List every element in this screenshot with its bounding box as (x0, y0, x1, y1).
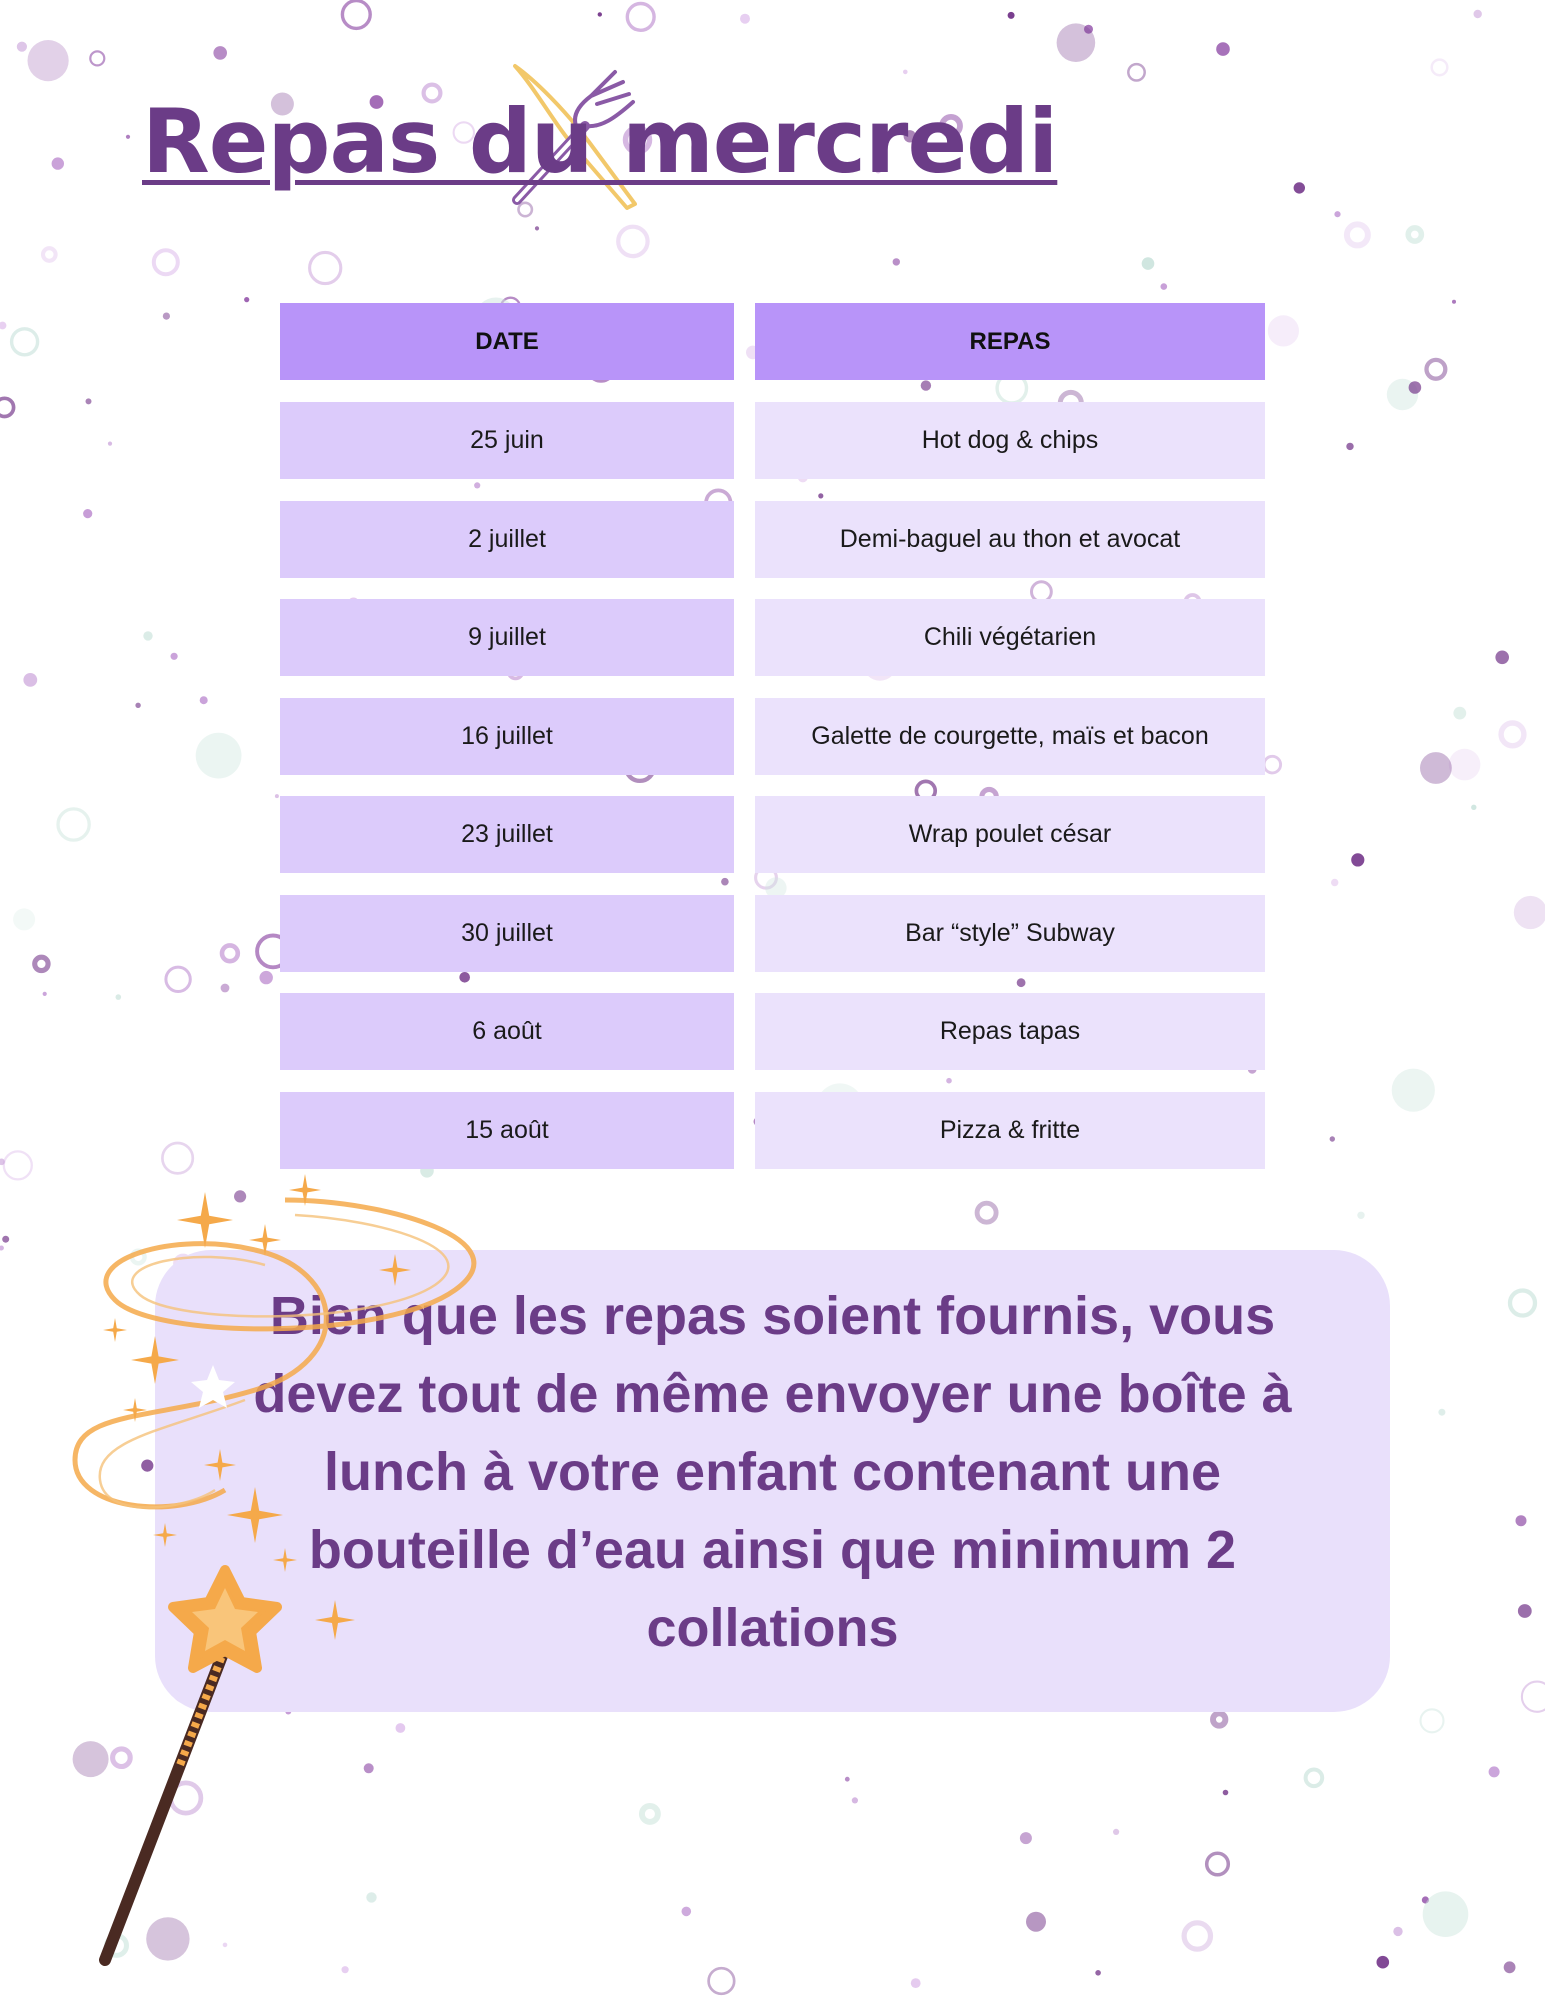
bokeh-dot (1161, 283, 1168, 290)
sparkle-icon (204, 1449, 236, 1481)
page-title: Repas du mercredi (142, 90, 1058, 193)
note-line: Bien que les repas soient fournis, vous (269, 1286, 1276, 1346)
bokeh-dot (1427, 360, 1446, 379)
bokeh-dot (1128, 64, 1144, 80)
bokeh-dot (342, 1, 370, 29)
bokeh-dot (852, 1797, 858, 1803)
date-cell: 2 juillet (280, 501, 734, 578)
bokeh-dot (845, 1777, 850, 1782)
bokeh-dot (1377, 1956, 1390, 1969)
bokeh-dot (1216, 42, 1230, 56)
bokeh-dot (1213, 1713, 1225, 1725)
bokeh-dot (52, 157, 64, 169)
bokeh-dot (86, 398, 92, 404)
bokeh-dot (535, 226, 539, 230)
sparkle-icon (131, 1336, 179, 1384)
bokeh-dot (721, 878, 729, 886)
bokeh-dot (1474, 10, 1482, 18)
bokeh-dot (2, 1236, 9, 1243)
bokeh-dot (135, 703, 140, 708)
bokeh-dot (1268, 315, 1299, 346)
bokeh-dot (1113, 1829, 1119, 1835)
bokeh-dot (1017, 978, 1026, 987)
meal-cell: Demi-baguel au thon et avocat (755, 501, 1265, 578)
bokeh-dot (1423, 1891, 1469, 1937)
bokeh-dot (166, 967, 190, 991)
bokeh-dot (1057, 23, 1096, 62)
bokeh-dot (1184, 1923, 1210, 1949)
bokeh-dot (1331, 879, 1338, 886)
bokeh-dot (1453, 707, 1466, 720)
note-line: bouteille d’eau ainsi que minimum 2 (308, 1520, 1237, 1580)
bokeh-dot (709, 1968, 735, 1994)
meal-cell: Chili végétarien (755, 599, 1265, 676)
bokeh-dot (921, 380, 931, 390)
bokeh-dot (1438, 1409, 1445, 1416)
bokeh-dot (1408, 228, 1421, 241)
bokeh-dot (43, 992, 47, 996)
sparkle-icon (153, 1523, 177, 1547)
bokeh-dot (58, 809, 89, 840)
bokeh-dot (1432, 60, 1448, 76)
bokeh-dot (1452, 300, 1456, 304)
bokeh-dot (200, 696, 208, 704)
bokeh-dot (0, 398, 14, 416)
bokeh-dot (154, 250, 178, 274)
bokeh-dot (618, 227, 647, 256)
bokeh-dot (43, 248, 56, 261)
bokeh-dot (260, 971, 273, 984)
date-cell: 23 juillet (280, 796, 734, 873)
bokeh-dot (13, 908, 35, 930)
bokeh-dot (1471, 805, 1476, 810)
bokeh-dot (1504, 1961, 1516, 1973)
bokeh-dot (1489, 1766, 1500, 1777)
bokeh-dot (1306, 1770, 1323, 1787)
sparkle-icon (379, 1254, 411, 1286)
bokeh-dot (310, 252, 341, 283)
note-line: lunch à votre enfant contenant une (323, 1442, 1222, 1502)
bokeh-dot (1020, 1832, 1032, 1844)
bokeh-dot (1522, 1682, 1545, 1712)
bokeh-dot (893, 258, 900, 265)
bokeh-dot (196, 733, 242, 779)
bokeh-dot (0, 1246, 4, 1251)
bokeh-dot (642, 1806, 658, 1822)
header-meal: REPAS (755, 303, 1265, 380)
bokeh-dot (1008, 12, 1015, 19)
bokeh-dot (108, 442, 112, 446)
sparkle-icon (103, 1318, 127, 1342)
bokeh-dot (474, 482, 480, 488)
bokeh-dot (1294, 182, 1305, 193)
bokeh-dot (23, 673, 37, 687)
sparkle-icon (177, 1192, 233, 1248)
bokeh-dot (1026, 1912, 1046, 1932)
bokeh-dot (1409, 381, 1422, 394)
bokeh-dot (1421, 1709, 1444, 1732)
bokeh-dot (222, 945, 238, 961)
bokeh-dot (275, 794, 279, 798)
date-cell: 30 juillet (280, 895, 734, 972)
date-cell: 25 juin (280, 402, 734, 479)
bokeh-dot (126, 135, 130, 139)
bokeh-dot (90, 51, 104, 65)
bokeh-dot (903, 70, 908, 75)
date-cell: 15 août (280, 1092, 734, 1169)
meal-cell: Galette de courgette, maïs et bacon (755, 698, 1265, 775)
bokeh-dot (35, 957, 48, 970)
bokeh-dot (1420, 752, 1452, 784)
bokeh-dot (1392, 1069, 1435, 1112)
meal-cell: Pizza & fritte (755, 1092, 1265, 1169)
bokeh-dot (740, 14, 750, 24)
bokeh-dot (1393, 1927, 1402, 1936)
bokeh-dot (0, 322, 6, 330)
bokeh-dot (1142, 257, 1155, 270)
bokeh-dot (1495, 651, 1509, 665)
bokeh-dot (1501, 723, 1524, 746)
header-date: DATE (280, 303, 734, 380)
bokeh-dot (1330, 1136, 1335, 1141)
bokeh-dot (1095, 1970, 1101, 1976)
bokeh-dot (12, 329, 38, 355)
note-line: devez tout de même envoyer une boîte à (253, 1364, 1292, 1424)
bokeh-dot (911, 1978, 921, 1988)
meal-cell: Wrap poulet césar (755, 796, 1265, 873)
bokeh-dot (244, 297, 249, 302)
bokeh-dot (171, 653, 178, 660)
bokeh-dot (1346, 443, 1353, 450)
note-line: collations (646, 1598, 899, 1658)
bokeh-dot (598, 12, 602, 16)
bokeh-dot (1207, 1853, 1229, 1875)
meal-cell: Bar “style” Subway (755, 895, 1265, 972)
bokeh-dot (1514, 896, 1545, 929)
bokeh-dot (946, 1078, 952, 1084)
bokeh-dot (1449, 749, 1481, 781)
bokeh-dot (818, 493, 823, 498)
bokeh-dot (1351, 853, 1364, 866)
bokeh-dot (4, 1151, 32, 1179)
sparkle-icon (227, 1487, 283, 1543)
date-cell: 9 juillet (280, 599, 734, 676)
date-cell: 16 juillet (280, 698, 734, 775)
meal-cell: Repas tapas (755, 993, 1265, 1070)
bokeh-dot (1347, 224, 1368, 245)
bokeh-dot (27, 40, 68, 81)
bokeh-dot (213, 46, 227, 60)
bokeh-dot (1510, 1291, 1535, 1316)
bokeh-dot (1334, 211, 1340, 217)
bokeh-dot (682, 1907, 692, 1917)
bokeh-dot (163, 313, 170, 320)
bokeh-dot (1516, 1515, 1527, 1526)
bokeh-dot (459, 972, 470, 983)
bokeh-dot (17, 42, 27, 52)
bokeh-dot (143, 631, 152, 640)
bokeh-dot (1264, 756, 1281, 773)
bokeh-dot (627, 4, 654, 31)
bokeh-dot (1357, 1212, 1364, 1219)
sparkle-icon (315, 1600, 355, 1640)
bokeh-dot (83, 509, 92, 518)
bokeh-dot (977, 1203, 996, 1222)
bokeh-dot (116, 994, 122, 1000)
bokeh-dot (221, 984, 230, 993)
magic-wand-icon (55, 1160, 515, 1980)
bokeh-dot (1223, 1790, 1229, 1796)
meal-cell: Hot dog & chips (755, 402, 1265, 479)
bokeh-dot (1518, 1604, 1532, 1618)
sparkle-icon (273, 1548, 297, 1572)
date-cell: 6 août (280, 993, 734, 1070)
